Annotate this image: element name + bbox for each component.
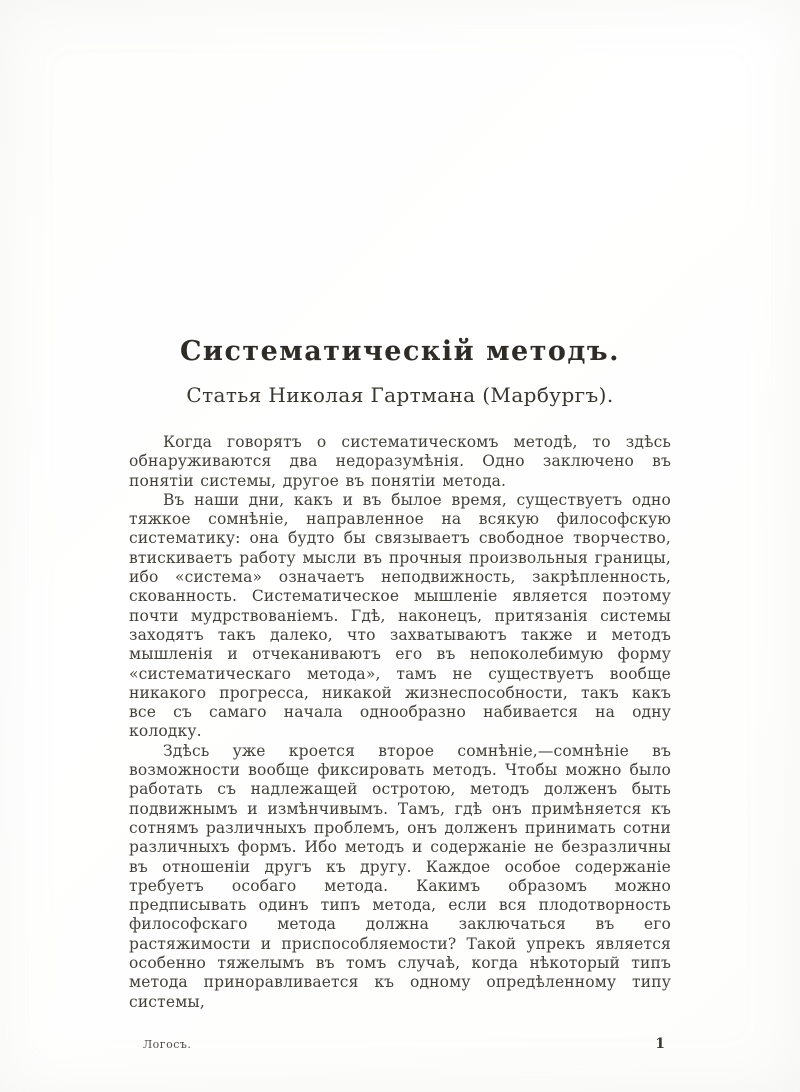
article-body	[129, 433, 671, 1012]
paragraph-1: Когда говорятъ о систематическомъ методѣ, то здѣсь обнаруживаются два недоразумѣнія. Одно заключено въ понятіи системы, другое въ понятіи метода.	[129, 433, 671, 490]
paragraph-3: Здѣсь уже кроется второе сомнѣніе,—сомнѣніе въ возможности вообще фиксировать методъ. Чтобы можно было работать съ надлежащей остротою, методъ долженъ быть подвижнымъ и измѣнчивымъ. Тамъ, гдѣ онъ примѣняется къ сотнямъ различныхъ проблемъ, онъ долженъ принимать сотни различныхъ формъ. Ибо методъ и содержаніе не безразличны въ отношеніи другъ къ другу. Каждое особое содержаніе требуетъ особаго метода. Какимъ образомъ можно предписывать одинъ типъ метода, если вся плодотворность философскаго метода должна заключаться въ его растяжимости и приспособляемости? Такой упрекъ является особенно тяжелымъ въ томъ случаѣ, когда нѣкоторый типъ метода приноравливается къ одному опредѣленному типу системы,	[129, 741, 671, 1011]
article-title: Систематическій методъ.	[179, 336, 621, 367]
page-footer	[129, 1036, 671, 1054]
paragraph-2: Въ наши дни, какъ и въ былое время, существуетъ одно тяжкое сомнѣніе, направленное на всякую философскую систематику: она будто бы связываетъ свободное творчество, втискиваетъ работу мысли въ прочныя произвольныя границы, ибо «система» означаетъ неподвижность, закрѣпленность, скованность. Систематическое мышленіе является поэтому почти мудрствованіемъ. Гдѣ, наконецъ, притязанія системы заходятъ такъ далеко, что захватываютъ также и методъ мышленія и отчеканиваютъ его въ непоколебимую форму «систематическаго метода», тамъ не существуетъ вообще никакого прогресса, никакой жизнеспособности, такъ какъ все съ самаго начала однообразно набивается на одну колодку.	[129, 490, 671, 741]
text-column	[129, 336, 671, 1012]
article-subtitle: Статья Николая Гартмана (Марбургъ).	[186, 383, 614, 407]
page-number: 1	[655, 1035, 665, 1052]
journal-name: Логосъ.	[143, 1037, 192, 1051]
